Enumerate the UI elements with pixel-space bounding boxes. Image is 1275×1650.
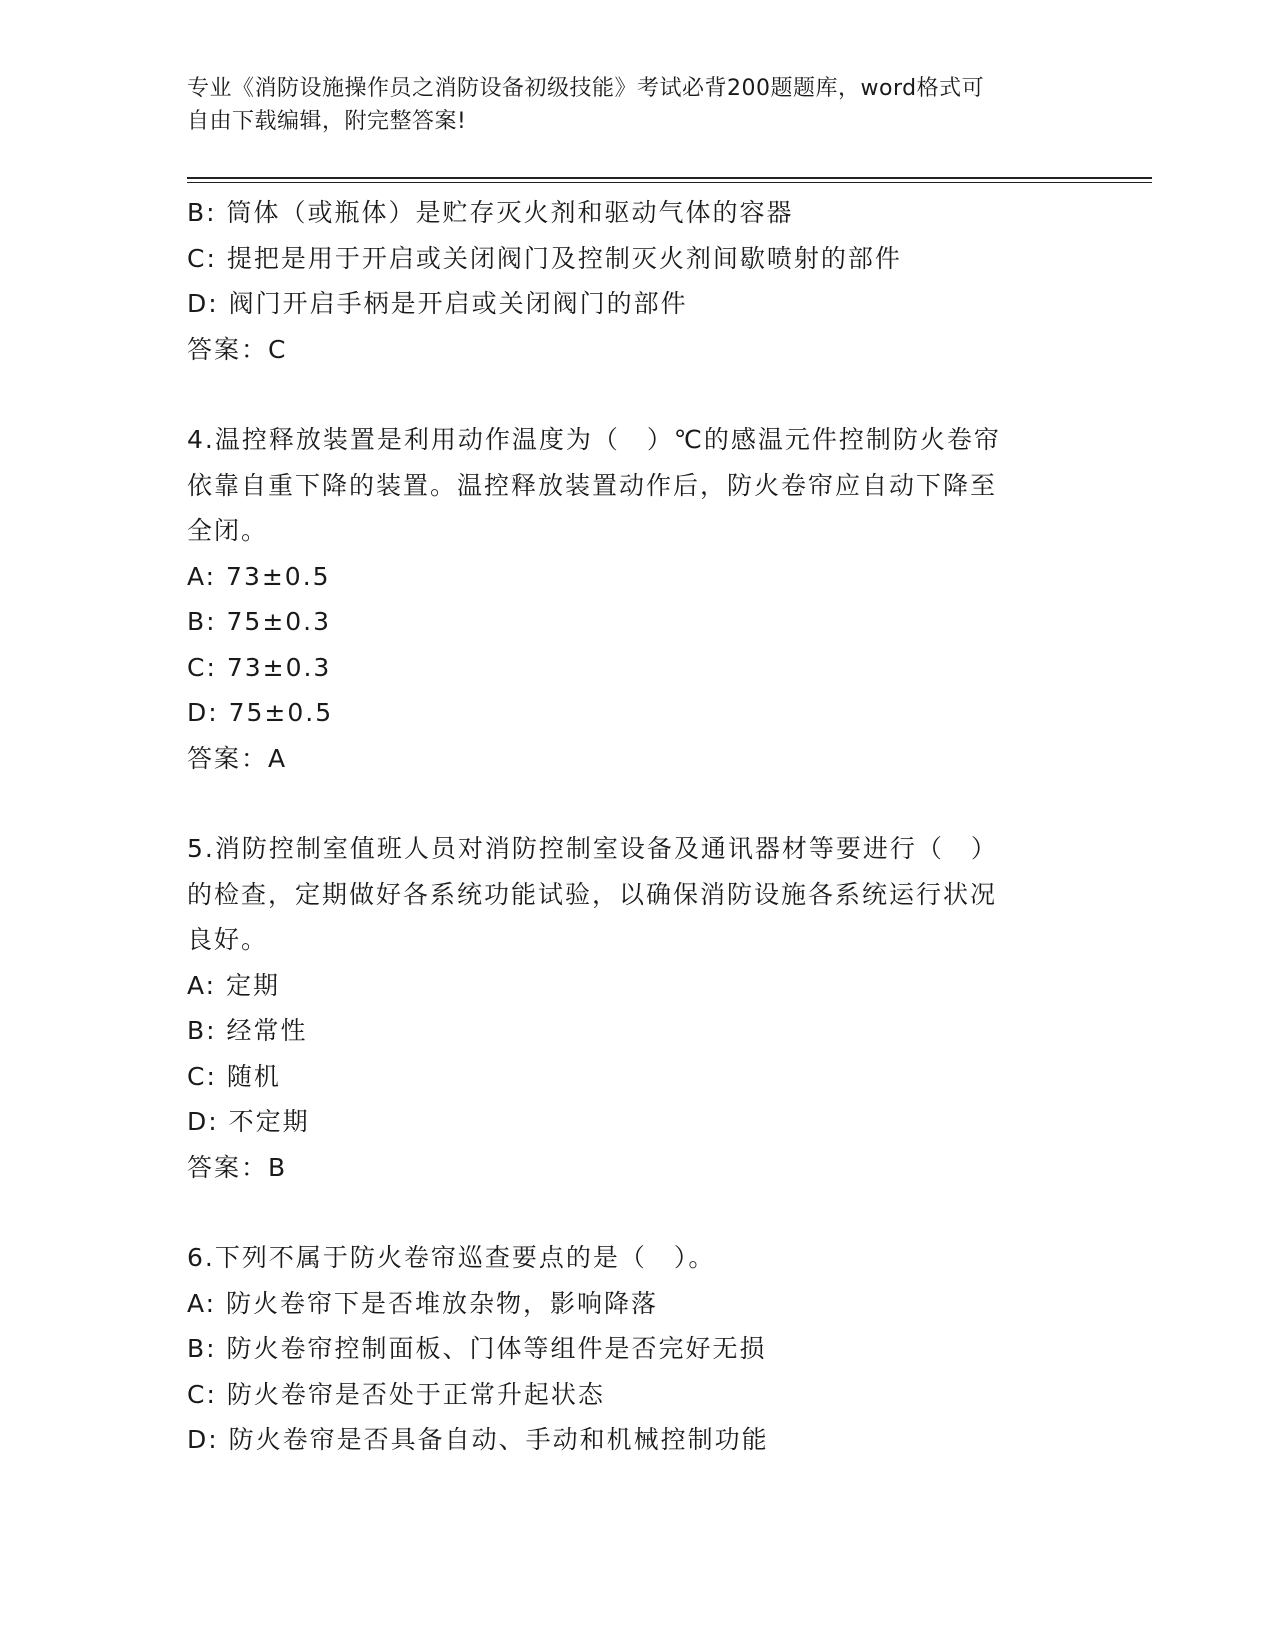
question-text-line: 良好。 xyxy=(187,925,269,954)
header-line-1: 专业《消防设施操作员之消防设备初级技能》考试必背200题题库，word格式可 xyxy=(187,76,985,101)
option-d: D: 阀门开启手柄是开启或关闭阀门的部件 xyxy=(187,289,688,318)
question-text-line: 5.消防控制室值班人员对消防控制室设备及通讯器材等要进行（ ） xyxy=(187,834,998,863)
question-text-line: 依靠自重下降的装置。温控释放装置动作后，防火卷帘应自动下降至 xyxy=(187,470,998,500)
question-5 xyxy=(187,826,1067,1190)
header-divider-thick xyxy=(187,177,1152,179)
header-line-2: 自由下载编辑，附完整答案! xyxy=(187,109,467,134)
option-d: D: 75±0.5 xyxy=(187,698,334,727)
spacer xyxy=(187,372,1067,417)
answer-line: 答案：B xyxy=(187,1152,288,1182)
option-a: A: 定期 xyxy=(187,970,281,1000)
option-c: C: 提把是用于开启或关闭阀门及控制灭火剂间歇喷射的部件 xyxy=(187,243,902,273)
question-4 xyxy=(187,417,1067,781)
answer-line: 答案：C xyxy=(187,334,288,364)
answer-line: 答案：A xyxy=(187,743,288,773)
question-3-continued xyxy=(187,190,1067,372)
option-b: B: 筒体（或瓶体）是贮存灭火剂和驱动气体的容器 xyxy=(187,198,794,227)
option-d: D: 防火卷帘是否具备自动、手动和机械控制功能 xyxy=(187,1425,769,1454)
option-c: C: 随机 xyxy=(187,1061,281,1091)
option-b: B: 75±0.3 xyxy=(187,607,332,636)
question-text-line: 全闭。 xyxy=(187,516,269,545)
header-divider-thin xyxy=(187,182,1152,183)
option-d: D: 不定期 xyxy=(187,1107,310,1136)
document-body xyxy=(187,190,1067,1463)
option-c: C: 73±0.3 xyxy=(187,652,332,682)
spacer xyxy=(187,1190,1067,1235)
option-b: B: 经常性 xyxy=(187,1016,308,1045)
spacer xyxy=(187,781,1067,826)
option-c: C: 防火卷帘是否处于正常升起状态 xyxy=(187,1379,605,1409)
question-text-line: 4.温控释放装置是利用动作温度为（ ）℃的感温元件控制防火卷帘 xyxy=(187,425,1001,454)
option-a: A: 73±0.5 xyxy=(187,561,331,591)
document-header xyxy=(187,72,1067,138)
option-b: B: 防火卷帘控制面板、门体等组件是否完好无损 xyxy=(187,1334,767,1363)
question-text-line: 6.下列不属于防火卷帘巡查要点的是（ ）。 xyxy=(187,1243,716,1272)
option-a: A: 防火卷帘下是否堆放杂物，影响降落 xyxy=(187,1288,659,1318)
question-text-line: 的检查，定期做好各系统功能试验，以确保消防设施各系统运行状况 xyxy=(187,879,998,909)
question-6 xyxy=(187,1235,1067,1463)
